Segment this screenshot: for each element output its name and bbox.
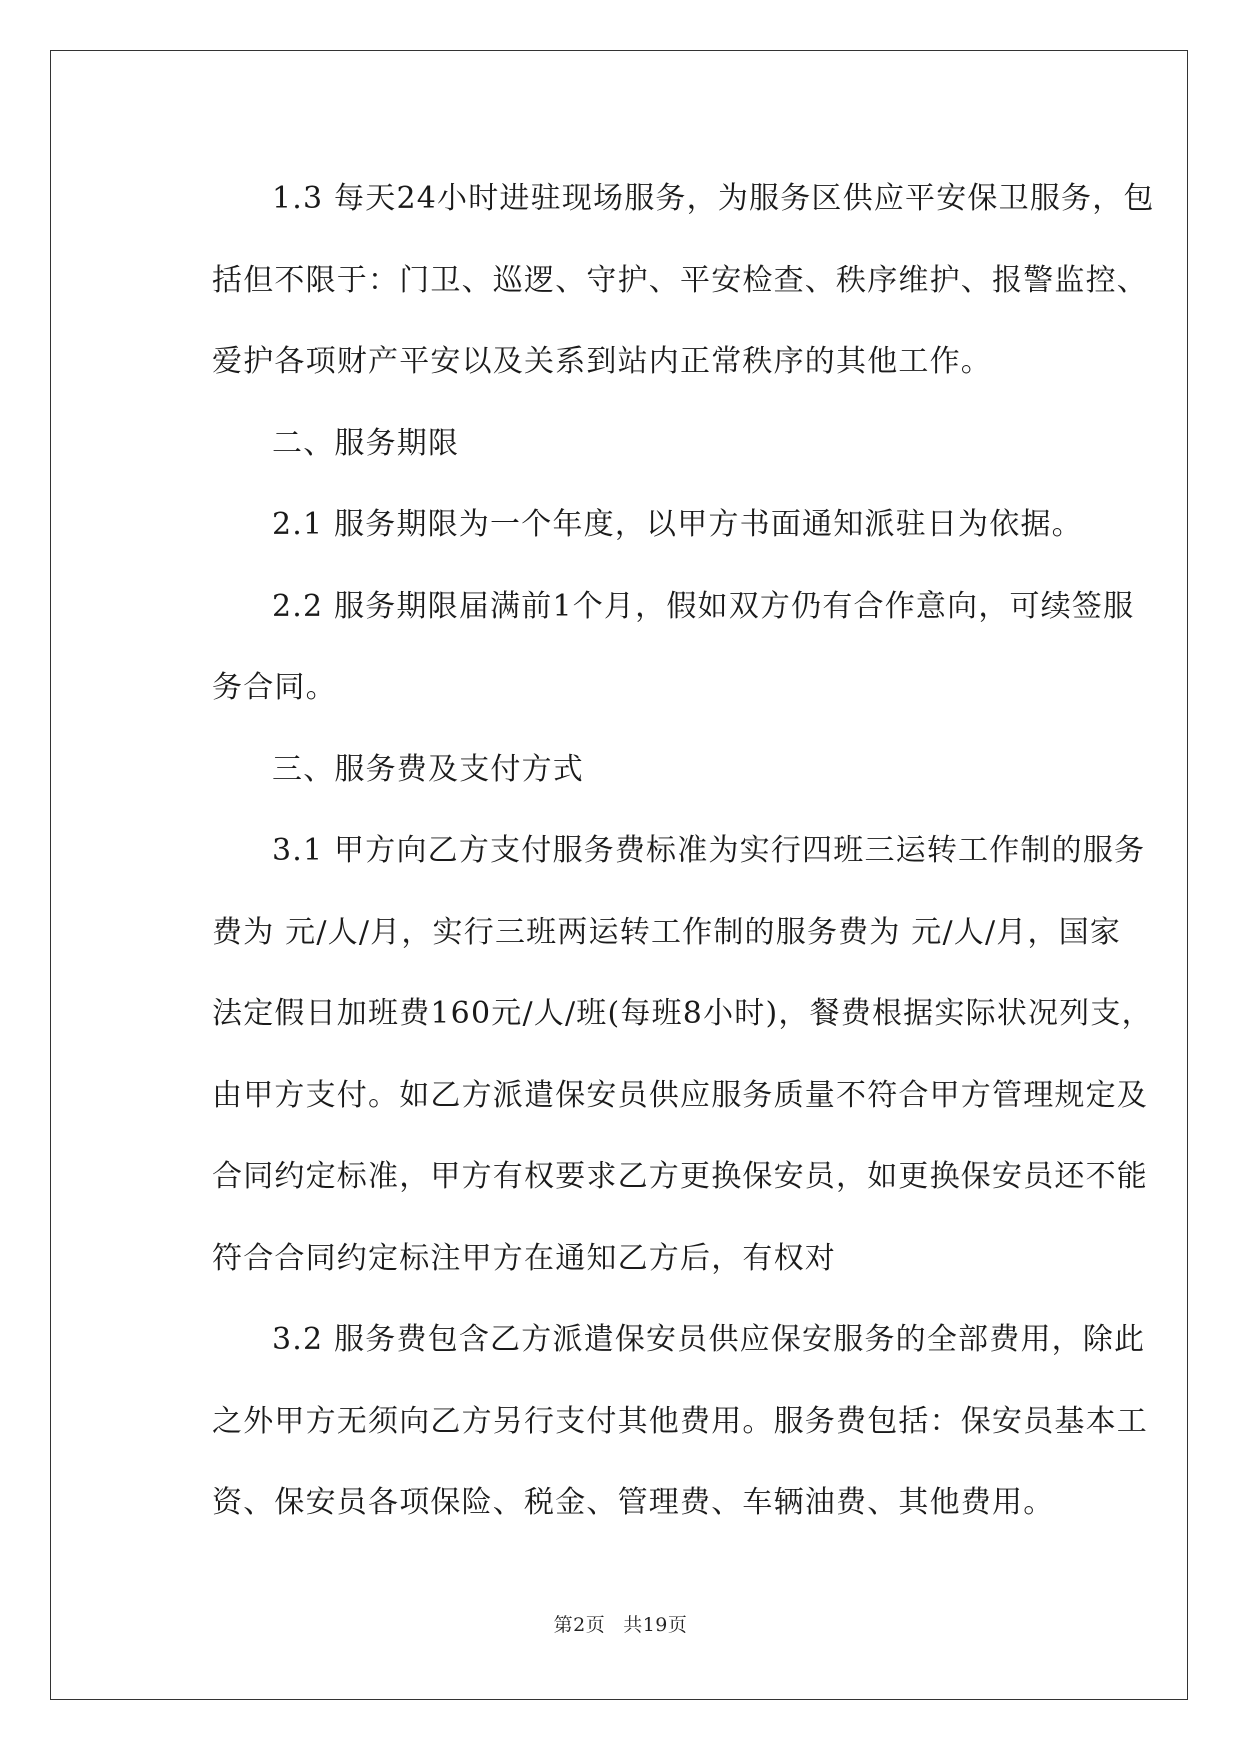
text-line: 2.1 服务期限为一个年度，以甲方书面通知派驻日为依据。: [272, 507, 1083, 542]
page-number: 第2页: [553, 1614, 606, 1636]
text-line: 3.1 甲方向乙方支付服务费标准为实行四班三运转工作制的服务: [272, 833, 1146, 868]
text-line: 由甲方支付。如乙方派遣保安员供应服务质量不符合甲方管理规定及: [212, 1077, 1148, 1113]
document-body: [152, 158, 1155, 1544]
text-line: 1.3 每天24小时进驻现场服务，为服务区供应平安保卫服务，包: [272, 181, 1155, 216]
text-line: 务合同。: [212, 670, 337, 705]
text-line: 三、服务费及支付方式: [272, 751, 584, 787]
text-line: 费为 元/人/月，实行三班两运转工作制的服务费为 元/人/月，国家: [212, 914, 1122, 950]
paragraph-2-2: [152, 566, 1135, 729]
paragraph-3-2: [152, 1299, 1148, 1544]
page-footer: [0, 1610, 1241, 1637]
text-line: 3.2 服务费包含乙方派遣保安员供应保安服务的全部费用，除此: [272, 1322, 1146, 1357]
text-line: 符合合同约定标注甲方在通知乙方后，有权对: [212, 1240, 836, 1276]
paragraph-3-1: [152, 810, 1153, 1299]
text-line: 二、服务期限: [272, 425, 460, 461]
text-line: 法定假日加班费160元/人/班(每班8小时)，餐费根据实际状况列支，: [212, 996, 1153, 1031]
paragraph-2-1: [152, 484, 1088, 566]
text-line: 爱护各项财产平安以及关系到站内正常秩序的其他工作。: [212, 344, 992, 379]
section-heading-service-fee: [152, 729, 1088, 811]
text-line: 资、保安员各项保险、税金、管理费、车辆油费、其他费用。: [212, 1485, 1055, 1520]
text-line: 2.2 服务期限届满前1个月，假如双方仍有合作意向，可续签服: [272, 588, 1135, 624]
text-line: 括但不限于：门卫、巡逻、守护、平安检查、秩序维护、报警监控、: [212, 262, 1148, 298]
text-line: 之外甲方无须向乙方另行支付其他费用。服务费包括：保安员基本工: [212, 1403, 1148, 1439]
section-heading-service-term: [152, 403, 1088, 485]
paragraph-1-3: [152, 158, 1155, 403]
total-pages: 共19页: [623, 1614, 688, 1636]
text-line: 合同约定标准，甲方有权要求乙方更换保安员，如更换保安员还不能: [212, 1159, 1148, 1194]
